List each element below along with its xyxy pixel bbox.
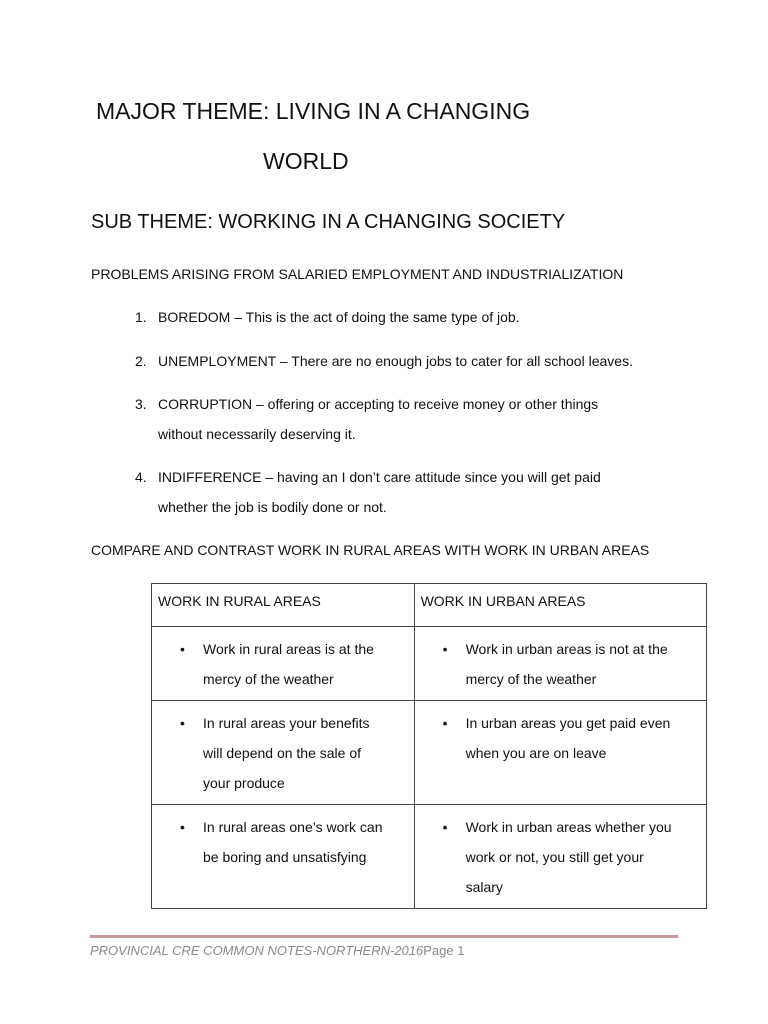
cell-line: mercy of the weather [465, 671, 597, 687]
problem-item-1 [135, 302, 520, 332]
cell-line: In rural areas one’s work can [203, 819, 383, 835]
title-line-2: WORLD [263, 148, 349, 174]
cell-line: Work in rural areas is at the [203, 641, 374, 657]
compare-heading: COMPARE AND CONTRAST WORK IN RURAL AREAS WITH WORK IN URBAN AREAS [91, 542, 650, 558]
cell-line: your produce [203, 775, 285, 791]
footer-text: PROVINCIAL CRE COMMON NOTES-NORTHERN-2016 [90, 943, 424, 958]
cell-line: will depend on the sale of [203, 745, 361, 761]
cell-line: salary [465, 879, 503, 895]
table-row [152, 805, 707, 909]
footer [90, 942, 464, 960]
problem-item-3 [135, 389, 598, 419]
problem-text-continued: without necessarily deserving it. [158, 426, 356, 442]
table-header-row [152, 584, 707, 627]
cell-line: when you are on leave [465, 745, 607, 761]
problem-text: offering or accepting to receive money or other things [263, 396, 599, 412]
problem-number: 2. [135, 353, 147, 369]
problem-number: 3. [135, 396, 147, 412]
list-item [415, 708, 706, 768]
cell-line: work or not, you still get your [465, 849, 644, 865]
sub-theme-heading: SUB THEME: WORKING IN A CHANGING SOCIETY [91, 211, 566, 233]
problem-term: BOREDOM – [158, 309, 243, 325]
table-cell-rural [152, 805, 415, 909]
table-cell-urban [414, 701, 706, 805]
comparison-table [151, 583, 707, 909]
problem-text: This is the act of doing the same type of job. [242, 309, 520, 325]
table-cell-urban [414, 805, 706, 909]
list-item [152, 634, 414, 694]
problem-number: 1. [135, 309, 147, 325]
problem-number: 4. [135, 469, 147, 485]
table-row [152, 627, 707, 701]
problem-term: UNEMPLOYMENT – [158, 353, 288, 369]
cell-line: mercy of the weather [203, 671, 334, 687]
table-header-rural: WORK IN RURAL AREAS [152, 584, 415, 627]
list-item [415, 634, 706, 694]
problem-text: There are no enough jobs to cater for all school leaves. [287, 353, 633, 369]
title-line-1: MAJOR THEME: LIVING IN A CHANGING [96, 98, 531, 124]
list-item [152, 812, 414, 872]
table-cell-rural [152, 701, 415, 805]
problem-item-2 [135, 346, 633, 376]
problem-term: INDIFFERENCE – [158, 469, 274, 485]
footer-rule [90, 935, 678, 938]
problem-term: CORRUPTION – [158, 396, 264, 412]
cell-line: In urban areas you get paid even [465, 715, 671, 731]
cell-line: be boring and unsatisfying [203, 849, 367, 865]
list-item [415, 812, 706, 902]
table-row [152, 701, 707, 805]
table-cell-rural [152, 627, 415, 701]
problem-text: having an I don’t care attitude since you will get paid [273, 469, 601, 485]
list-item [152, 708, 414, 798]
cell-line: Work in urban areas is not at the [465, 641, 668, 657]
table-cell-urban [414, 627, 706, 701]
problem-item-4 [135, 462, 601, 492]
problem-text-continued: whether the job is bodily done or not. [158, 499, 387, 515]
cell-line: Work in urban areas whether you [465, 819, 672, 835]
problems-heading: PROBLEMS ARISING FROM SALARIED EMPLOYMENT AND INDUSTRIALIZATION [91, 266, 624, 282]
page-number: Page 1 [423, 943, 465, 958]
table-header-urban: WORK IN URBAN AREAS [414, 584, 706, 627]
cell-line: In rural areas your benefits [203, 715, 370, 731]
